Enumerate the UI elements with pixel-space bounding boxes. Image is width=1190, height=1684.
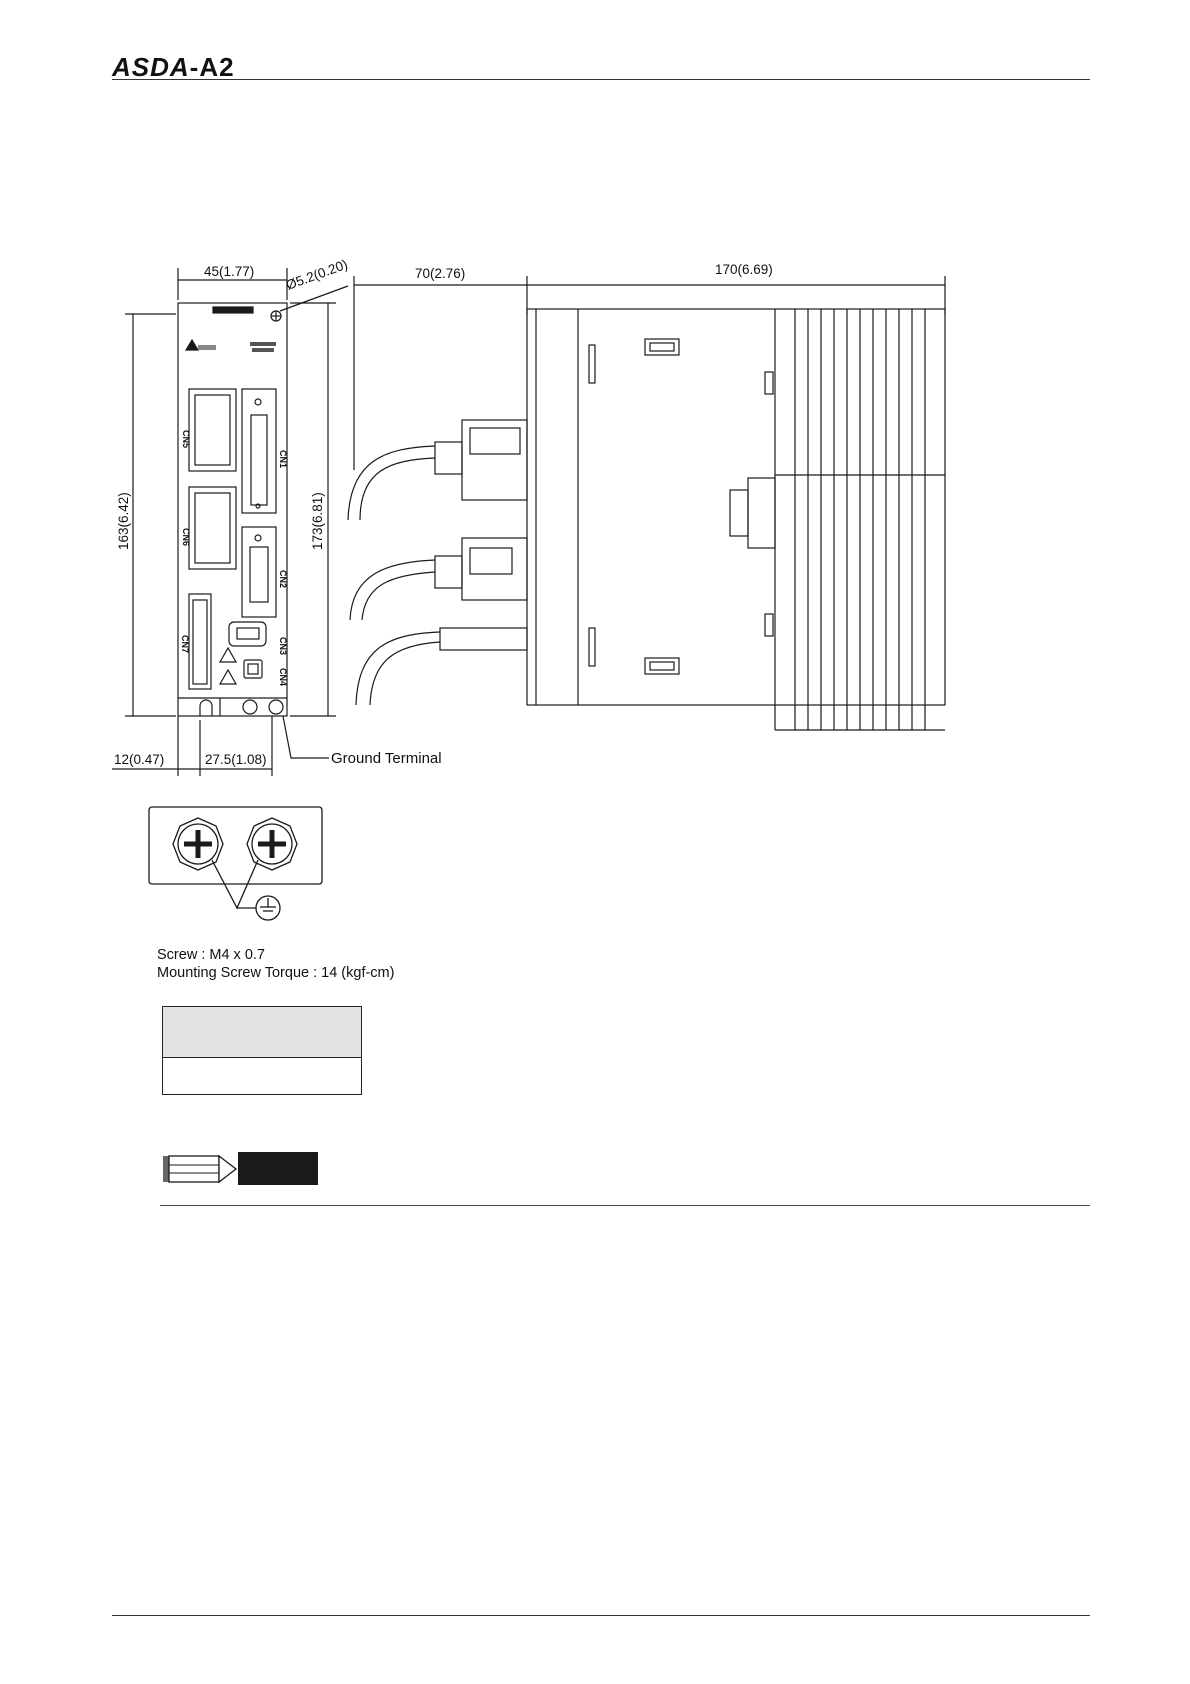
- dim-hole-text: Ø5.2(0.20): [283, 256, 350, 293]
- pencil-note-icon: [162, 1152, 238, 1186]
- dim-depth-text: 170(6.69): [715, 262, 773, 277]
- table-header-cell: [163, 1007, 362, 1058]
- dim-clearance-text: 70(2.76): [415, 266, 466, 281]
- dim-total-height-text: 173(6.81): [310, 492, 325, 550]
- ground-terminal-detail: [140, 805, 340, 945]
- dim-width-front-text: 45(1.77): [204, 264, 255, 279]
- cn4-label: CN4: [278, 668, 288, 687]
- ground-terminal-label: Ground Terminal: [331, 750, 442, 767]
- table-cell: [163, 1058, 362, 1095]
- screw-torque-spec: Mounting Screw Torque : 14 (kgf-cm): [157, 965, 395, 981]
- cn2-label: CN2: [278, 570, 288, 589]
- cn1-label: CN1: [278, 450, 288, 469]
- footer-divider: [112, 1615, 1090, 1616]
- brand-logo: ASDA-A2: [112, 52, 235, 82]
- screw-spec: Screw : M4 x 0.7: [157, 947, 265, 963]
- front-view-body: [178, 303, 287, 716]
- cn3-label: CN3: [278, 637, 288, 656]
- note-tag: [238, 1152, 318, 1185]
- cn5-label: CN5: [181, 430, 191, 449]
- dim-bottom-offset-text: 12(0.47): [114, 752, 165, 767]
- cn7-label: CN7: [180, 635, 190, 654]
- dim-ground-offset-text: 27.5(1.08): [205, 752, 267, 767]
- dim-mount-height-text: 163(6.42): [116, 492, 131, 550]
- note-divider: [160, 1205, 1090, 1206]
- spec-table: [162, 1006, 362, 1095]
- side-view-body: [527, 309, 945, 705]
- cn6-label: CN6: [181, 528, 191, 547]
